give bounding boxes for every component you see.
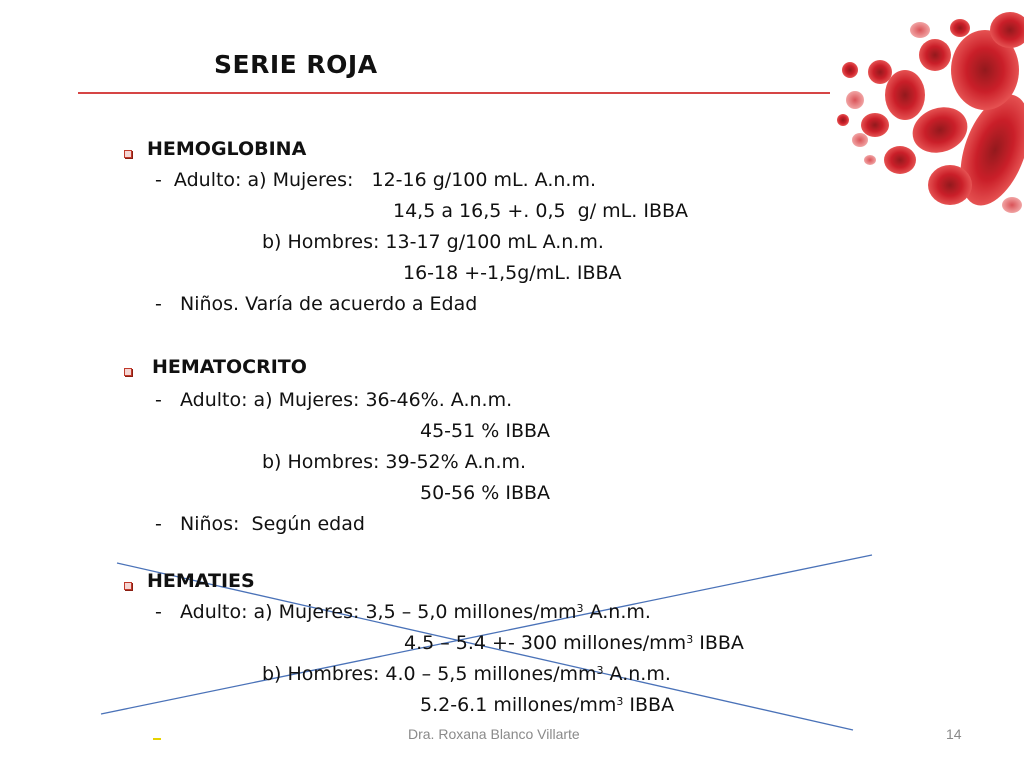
footer-author: Dra. Roxana Blanco Villarte — [408, 726, 580, 742]
hematocrito-line-4: 50-56 % IBBA — [420, 482, 551, 504]
hematocrito-line-1: - Adulto: a) Mujeres: 36-46%. A.n.m. — [155, 389, 513, 411]
hematocrito-line-5: - Niños: Según edad — [155, 513, 365, 535]
page-number: 14 — [946, 726, 962, 742]
hematocrito-line-3: b) Hombres: 39-52% A.n.m. — [262, 451, 527, 473]
hematies-line-2: 4.5 – 5.4 +- 300 millones/$mm^3$ IBBA — [404, 632, 744, 654]
hemoglobina-line-3: b) Hombres: 13-17 g/100 mL A.n.m. — [262, 231, 604, 253]
hemoglobina-line-2: 14,5 a 16,5 +. 0,5 g/ mL. IBBA — [393, 200, 689, 222]
hemoglobina-line-5: - Niños. Varía de acuerdo a Edad — [155, 293, 478, 315]
title-divider — [78, 92, 830, 94]
bullet-icon — [124, 582, 132, 590]
hematies-line-4: 5.2-6.1 millones/$mm^3$ IBBA — [420, 694, 675, 716]
stray-dash — [153, 738, 161, 740]
section-heading-hematies: HEMATIES — [147, 570, 255, 592]
bullet-icon — [124, 150, 132, 158]
hemoglobina-line-1: - Adulto: a) Mujeres: 12-16 g/100 mL. A.n.m. — [155, 169, 597, 191]
bullet-icon — [124, 368, 132, 376]
hematocrito-line-2: 45-51 % IBBA — [420, 420, 551, 442]
section-heading-hematocrito: HEMATOCRITO — [152, 356, 307, 378]
page-title: SERIE ROJA — [214, 50, 378, 79]
hemoglobina-line-4: 16-18 +-1,5g/mL. IBBA — [403, 262, 622, 284]
section-heading-hemoglobina: HEMOGLOBINA — [147, 138, 307, 160]
hematies-line-3: b) Hombres: 4.0 – 5,5 millones/$mm^3$ A.n.m. — [262, 663, 671, 685]
hematies-line-1: - Adulto: a) Mujeres: 3,5 – 5,0 millones/$mm^3$ A.n.m. — [155, 601, 651, 623]
